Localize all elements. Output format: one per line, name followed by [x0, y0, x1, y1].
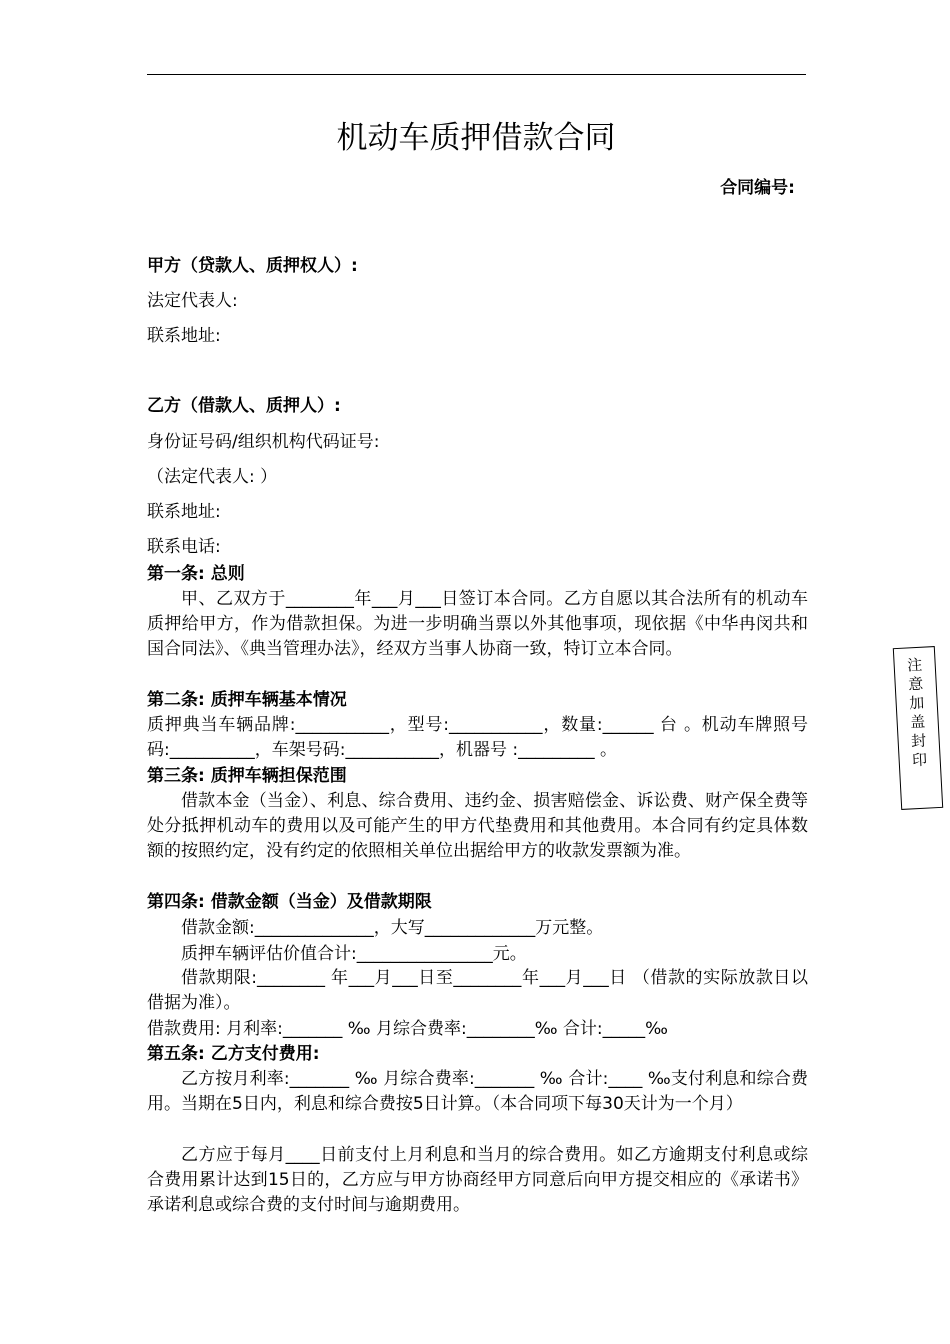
party-b-heading: 乙方（借款人、质押人）: — [147, 396, 341, 416]
party-b-address: 联系地址: — [147, 502, 221, 522]
article-2-body: 质押典当车辆品牌:___________，型号:___________，数量:______ 台 。机动车牌照号码:__________，车架号码:___________，机器号 :_________ 。 — [147, 715, 808, 760]
article-3-body: 借款本金（当金）、利息、综合费用、违约金、损害赔偿金、诉讼费、财产保全费等处分抵押机动车的费用以及可能产生的甲方代垫费用和其他费用。本合同有约定具体数额的按照约定，没有约定的依照相关单位出据给甲方的收款发票额为准。 — [147, 791, 808, 861]
seal-note-char: 印 — [911, 750, 928, 770]
article-1-heading: 第一条: 总则 — [147, 564, 245, 584]
party-b-phone: 联系电话: — [147, 537, 221, 557]
article-1-body: 甲、乙双方于________年___月___日签订本合同。乙方自愿以其合法所有的机动车质押给甲方，作为借款担保。为进一步明确当票以外其他事项，现依据《中华冉闵共和国合同法》、《典当管理办法》，经双方当事人协商一致，特订立本合同。 — [147, 589, 808, 659]
party-b-id-number: 身份证号码/组织机构代码证号: — [147, 432, 380, 452]
article-4-amount: 借款金额:______________，大写_____________万元整。 — [181, 918, 604, 938]
seal-note-char: 封 — [910, 731, 927, 751]
seal-note-char: 加 — [908, 693, 925, 713]
seal-note-char: 注 — [906, 655, 923, 675]
article-5-heading: 第五条: 乙方支付费用: — [147, 1044, 320, 1064]
seal-note-text — [894, 655, 940, 771]
header-rule — [147, 74, 806, 75]
contract-number-label: 合同编号: — [720, 178, 795, 198]
party-a-address: 联系地址: — [147, 326, 221, 346]
document-title: 机动车质押借款合同 — [336, 120, 616, 156]
seal-note-char: 盖 — [909, 712, 926, 732]
article-5-paragraph-2: 乙方应于每月____日前支付上月利息和当月的综合费用。如乙方逾期支付利息或综合费用累计达到15日的，乙方应与甲方协商经甲方同意后向甲方提交相应的《承诺书》承诺利息或综合费的支付时间与逾期费用。 — [147, 1145, 808, 1215]
party-b-legal-rep: （法定代表人: ） — [147, 467, 278, 487]
party-a-legal-rep: 法定代表人: — [147, 291, 238, 311]
article-4-valuation: 质押车辆评估价值合计:________________元。 — [181, 944, 527, 964]
party-a-heading: 甲方（贷款人、质押权人）: — [147, 256, 358, 276]
article-5-paragraph-1: 乙方按月利率:_______ ‰ 月综合费率:_______ ‰ 合计:____ ‰支付利息和综合费用。当期在5日内，利息和综合费按5日计算。（本合同项下每30天计为一个月） — [147, 1069, 808, 1114]
article-4-term: 借款期限:________ 年___月___日至________年___月___日 （借款的实际放款日以借据为准）。 — [147, 968, 808, 1013]
article-4-heading: 第四条: 借款金额（当金）及借款期限 — [147, 892, 432, 912]
article-2-heading: 第二条: 质押车辆基本情况 — [147, 690, 347, 710]
article-4-fees: 借款费用: 月利率:_______ ‰ 月综合费率:________‰ 合计:_____‰ — [147, 1019, 668, 1039]
article-3-heading: 第三条: 质押车辆担保范围 — [147, 766, 347, 786]
seal-note-box — [893, 646, 943, 810]
seal-note-char: 意 — [907, 674, 924, 694]
